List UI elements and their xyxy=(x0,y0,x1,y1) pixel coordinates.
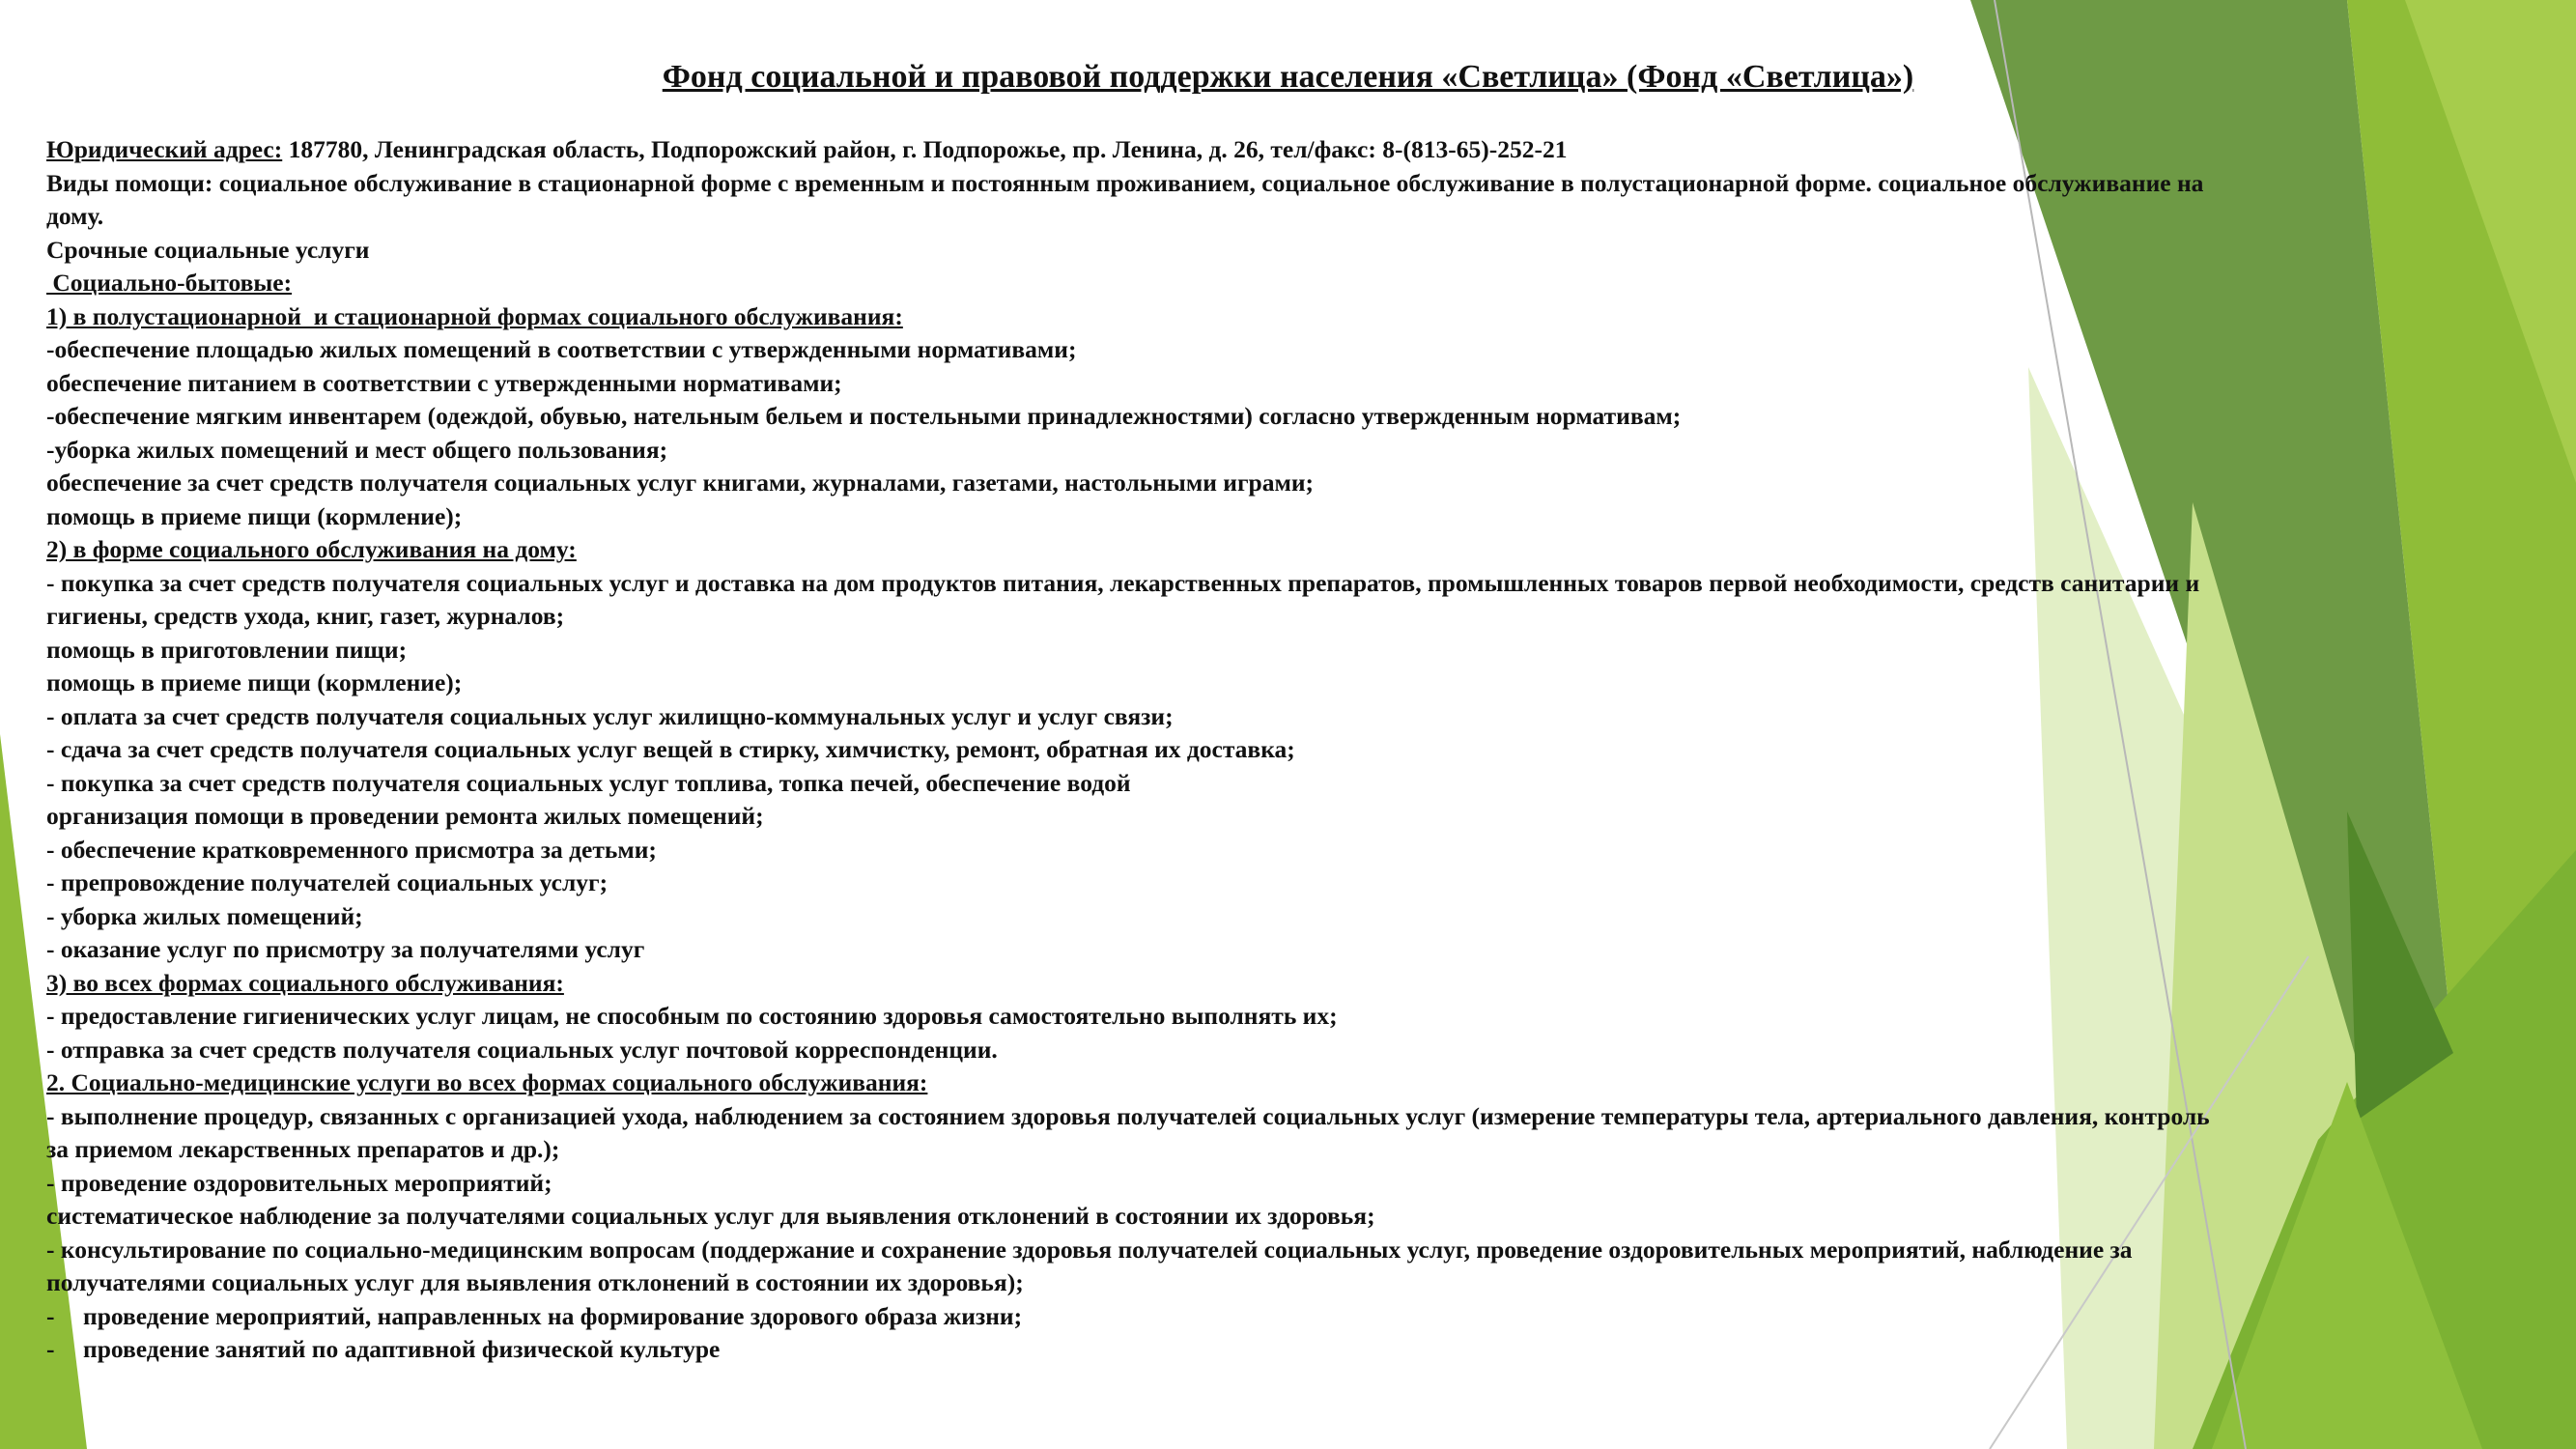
list-item: - сдача за счет средств получателя социальных услуг вещей в стирку, химчистку, ремонт, обратная их доставка; xyxy=(46,735,1295,763)
list-item: - препровождение получателей социальных услуг; xyxy=(46,868,609,896)
list-item: обеспечение питанием в соответствии с утвержденными нормативами; xyxy=(46,368,842,397)
list-item: - выполнение процедур, связанных с организацией ухода, наблюдением за состоянием здоровья получателей социальных услуг (измерение температуры тела, артериального давления, контроль xyxy=(46,1101,2210,1130)
section3-heading: 3) во всех формах социального обслуживания: xyxy=(46,968,564,997)
section2-heading: 2) в форме социального обслуживания на дому: xyxy=(46,535,577,563)
list-item: - консультирование по социально-медицинским вопросам (поддержание и сохранение здоровья получателей социальных услуг, проведение оздоровительных мероприятий, наблюдение за xyxy=(46,1235,2133,1264)
dash-list-item xyxy=(46,1333,2519,1367)
list-item: обеспечение за счет средств получателя социальных услуг книгами, журналами, газетами, настольными играми; xyxy=(46,469,1315,497)
list-item: помощь в приготовлении пищи; xyxy=(46,635,408,664)
list-item: - предоставление гигиенических услуг лицам, не способным по состоянию здоровья самостоятельно выполнять их; xyxy=(46,1002,1338,1030)
page-title: Фонд социальной и правовой поддержки населения «Светлица» (Фонд «Светлица») xyxy=(662,59,1914,95)
address-value: 187780, Ленинградская область, Подпорожский район, г. Подпорожье, пр. Ленина, д. 26, тел/факс: 8-(813-65)-252-21 xyxy=(282,135,1568,163)
list-item: -уборка жилых помещений и мест общего пользования; xyxy=(46,435,668,464)
dash-bullet: - xyxy=(46,1335,55,1363)
list-item-continuation: за приемом лекарственных препаратов и др.); xyxy=(46,1135,560,1163)
list-item: - уборка жилых помещений; xyxy=(46,901,363,930)
list-item: - оплата за счет средств получателя социальных услуг жилищно-коммунальных услуг и услуг связи; xyxy=(46,701,1174,730)
dash-bullet: - xyxy=(46,1301,55,1330)
urgent-services: Срочные социальные услуги xyxy=(46,235,370,264)
social-household-heading: Социально-бытовые: xyxy=(46,269,293,297)
list-item: - проведение оздоровительных мероприятий; xyxy=(46,1168,552,1197)
medical-heading: 2. Социально-медицинские услуги во всех формах социального обслуживания: xyxy=(46,1068,928,1096)
list-item: - оказание услуг по присмотру за получателями услуг xyxy=(46,935,645,963)
dash-item-text: проведение мероприятий, направленных на формирование здорового образа жизни; xyxy=(83,1301,1023,1330)
list-item: - обеспечение кратковременного присмотра за детьми; xyxy=(46,835,657,864)
list-item: - покупка за счет средств получателя социальных услуг и доставка на дом продуктов питания, лекарственных препаратов, промышленных товаров первой необходимости, средств санитарии и xyxy=(46,568,2200,597)
document-body xyxy=(46,133,2519,1367)
list-item-continuation: получателями социальных услуг для выявления отклонений в состоянии их здоровья); xyxy=(46,1268,1024,1296)
list-item: систематическое наблюдение за получателями социальных услуг для выявления отклонений в состоянии их здоровья; xyxy=(46,1202,1375,1230)
list-item-continuation: гигиены, средств ухода, книг, газет, журналов; xyxy=(46,602,565,630)
list-item: - отправка за счет средств получателя социальных услуг почтовой корреспонденции. xyxy=(46,1035,998,1064)
dash-list-item xyxy=(46,1300,2519,1334)
address-line xyxy=(46,133,2519,167)
list-item: организация помощи в проведении ремонта жилых помещений; xyxy=(46,802,764,830)
address-label: Юридический адрес: xyxy=(46,135,283,163)
help-types-line-2: дому. xyxy=(46,202,104,230)
list-item: - покупка за счет средств получателя социальных услуг топлива, топка печей, обеспечение водой xyxy=(46,768,1131,797)
list-item: помощь в приеме пищи (кормление); xyxy=(46,501,463,530)
help-types-line-1: Виды помощи: социальное обслуживание в стационарной форме с временным и постоянным проживанием, социальное обслуживание в полустационарной форме. социальное обслуживание на xyxy=(46,168,2204,197)
dash-item-text: проведение занятий по адаптивной физической культуре xyxy=(83,1335,721,1363)
list-item: помощь в приеме пищи (кормление); xyxy=(46,668,463,696)
list-item: -обеспечение мягким инвентарем (одеждой, обувью, нательным бельем и постельными принадлежностями) согласно утвержденным нормативам; xyxy=(46,402,1682,430)
section1-heading: 1) в полустационарной и стационарной формах социального обслуживания: xyxy=(46,301,903,330)
list-item: -обеспечение площадью жилых помещений в соответствии с утвержденными нормативами; xyxy=(46,335,1077,363)
